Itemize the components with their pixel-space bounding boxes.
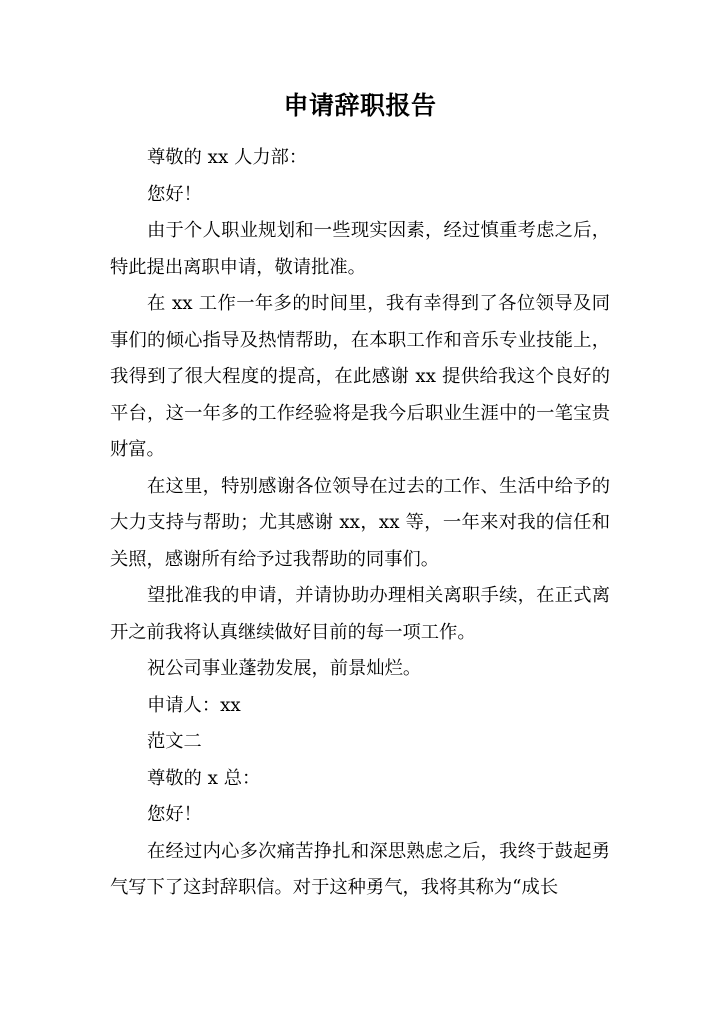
closing-wish: 祝公司事业蓬勃发展，前景灿烂。	[147, 658, 422, 679]
applicant-line: 申请人：xx	[147, 694, 241, 716]
body-paragraph: 在经过内心多次痛苦挣扎和深思熟虑之后，我终于鼓起勇气写下了这封辞职信。对于这种勇气，我将其称为“成长	[110, 840, 610, 898]
document-body	[110, 140, 610, 907]
body-paragraph: 在这里，特别感谢各位领导在过去的工作、生活中给予的大力支持与帮助；尤其感谢 xx，xx 等，一年来对我的信任和关照，感谢所有给予过我帮助的同事们。	[110, 475, 610, 570]
salutation: 尊敬的 x 总：	[147, 767, 261, 789]
salutation: 尊敬的 xx 人力部：	[147, 147, 308, 168]
body-paragraph: 望批准我的申请，并请协助办理相关离职手续，在正式离开之前我将认真继续做好目前的每一项工作。	[110, 585, 610, 643]
body-paragraph: 由于个人职业规划和一些现实因素，经过慎重考虑之后，特此提出离职申请，敬请批准。	[110, 220, 610, 278]
greeting: 您好！	[147, 183, 202, 205]
body-paragraph: 在 xx 工作一年多的时间里，我有幸得到了各位领导及同事们的倾心指导及热情帮助，在本职工作和音乐专业技能上，我得到了很大程度的提高，在此感谢 xx 提供给我这个良好的平台，这一年多的工作经验将是我今后职业生涯中的一笔宝贵财富。	[110, 293, 610, 460]
greeting: 您好！	[147, 804, 202, 825]
section-heading: 范文二	[147, 731, 202, 752]
document-title: 申请辞职报告	[283, 91, 437, 120]
